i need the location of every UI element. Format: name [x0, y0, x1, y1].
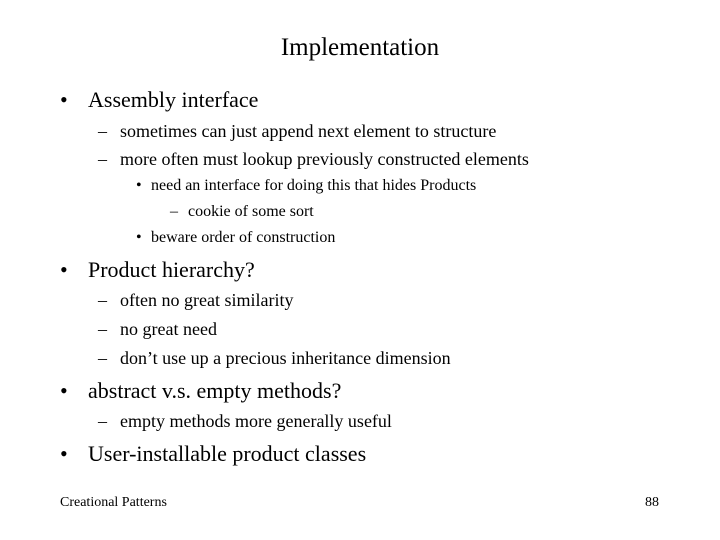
footer-text: Creational Patterns — [60, 495, 167, 510]
dash-marker: – — [170, 203, 178, 220]
page-number: 88 — [645, 495, 659, 510]
dash-marker: – — [98, 149, 107, 169]
bullet-text: empty methods more generally useful — [120, 411, 392, 431]
bullet-text: Product hierarchy? — [88, 257, 255, 282]
bullet-marker: • — [60, 378, 68, 403]
bullet-marker: • — [60, 441, 68, 466]
bullet-text: Assembly interface — [88, 87, 259, 112]
dash-marker: – — [98, 319, 107, 339]
bullet-marker: • — [136, 229, 142, 246]
bullet-text: no great need — [120, 319, 217, 339]
bullet-marker: • — [136, 177, 142, 194]
dash-marker: – — [98, 121, 107, 141]
bullet-text: abstract v.s. empty methods? — [88, 378, 342, 403]
slide-title: Implementation — [280, 34, 440, 61]
bullet-text: sometimes can just append next element to structure — [120, 121, 497, 141]
bullet-text: don’t use up a precious inheritance dimension — [120, 348, 451, 368]
bullet-text: User-installable product classes — [88, 441, 367, 466]
bullet-text: often no great similarity — [120, 290, 294, 310]
bullet-text: beware order of construction — [151, 229, 336, 246]
bullet-text: need an interface for doing this that hides Products — [151, 177, 477, 194]
bullet-marker: • — [60, 257, 68, 282]
bullet-text: more often must lookup previously constructed elements — [120, 149, 529, 169]
dash-marker: – — [98, 411, 107, 431]
dash-marker: – — [98, 348, 107, 368]
dash-marker: – — [98, 290, 107, 310]
bullet-text: cookie of some sort — [188, 203, 314, 220]
bullet-marker: • — [60, 87, 68, 112]
